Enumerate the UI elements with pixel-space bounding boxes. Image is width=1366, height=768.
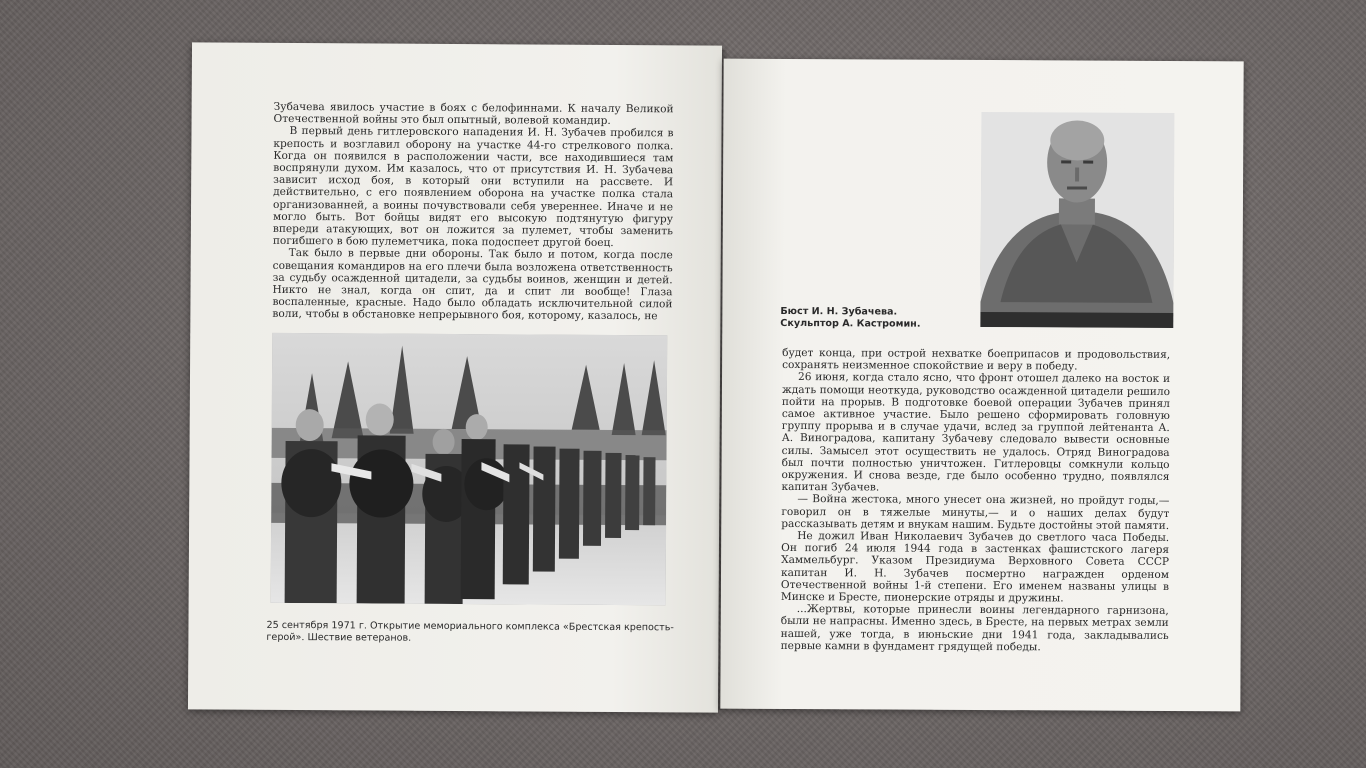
right-paragraph-5: ...Жертвы, которые принесли воины легендарного гарнизона, были не напрасны. Именно здесь, в Бресте, на первых метрах земли нашей, уже тогда, в июньские дни 1941 года, закладывались первые камни в фундамент грядущей победы. xyxy=(780,603,1169,654)
right-paragraph-3: — Война жестока, много унесет она жизней, но пройдут годы,— говорил он в тяжелые минуты,— и о наших делах будут рассказывать детям и внукам нашим. Будьте достойны этой памяти. xyxy=(781,493,1170,532)
bust-caption-line1: Бюст И. Н. Зубачева. xyxy=(780,305,898,318)
right-paragraph-4: Не дожил Иван Николаевич Зубачев до светлого часа Победы. Он погиб 24 июля 1944 года в застенках фашистского лагеря Хаммельбург. Указом Президиума Верховного Совета СССР капитан И. Н. Зубачев посмертно награжден орденом Отечественной войны 1-й степени. Его именем названы улицы в Минске и Бресте, пионерские отряды и дружины. xyxy=(780,530,1170,605)
bust-photo xyxy=(980,112,1174,328)
bust-caption-line2: Скульптор А. Кастромин. xyxy=(780,317,921,330)
right-page xyxy=(720,59,1243,712)
left-paragraph-1: Зубачева явилось участие в боях с белофиннами. К началу Великой Отечественной войны это был опытный, волевой командир. xyxy=(273,100,674,128)
left-page-text xyxy=(272,101,673,323)
left-paragraph-3: Так было в первые дни обороны. Так было и потом, когда после совещания командиров на его плечи была возложена ответственность за судьбу осажденной цитадели, за судьбы воинов, женщин и детей. Никто не знал, когда он спит, да и спит ли вообще! Глаза воспаленные, красные. Надо было обладать исключительной силой воли, чтобы в обстановке непрерывного боя, которому, казалось, не xyxy=(272,247,673,323)
bust-caption xyxy=(780,306,980,331)
left-page xyxy=(188,42,722,712)
right-paragraph-2: 26 июня, когда стало ясно, что фронт отошел далеко на восток и ждать помощи неоткуда, руководство осажденной цитадели решило пойти на прорыв. В подготовке боевой операции Зубачев принял самое активное участие. Было решено сформировать головную группу прорыва и в случае удачи, вслед за группой лейтенанта А. А. Виноградова, капитану Зубачеву следовало вывести основные силы. Замысел этот осуществить не удалось. Отряд Виноградова был почти полностью уничтожен. Гитлеровцы сомкнули кольцо окружения. И снова везде, где было особенно трудно, появлялся капитан Зубачев. xyxy=(781,371,1171,494)
right-paragraph-1: будет конца, при острой нехватке боеприпасов и продовольствия, сохранять неизменное спокойствие и веру в победу. xyxy=(782,346,1171,373)
right-page-text xyxy=(781,347,1171,654)
left-paragraph-2: В первый день гитлеровского нападения И. Н. Зубачев пробился в крепость и возглавил оборону на участке 44-го стрелкового полка. Когда он появился в расположении части, все находившиеся там воспрянули духом. Им казалось, что от присутствия И. Н. Зубачева зависит исход боя, в который они вступили на рассвете. И действительно, с его появлением оборона на участке полка стала организованней, а воины почувствовали себя увереннее. Иначе и не могло быть. Вот бойцы видят его высокую подтянутую фигуру впереди атакующих, вот он ложится за пулемет, чтобы заменить погибшего в бою пулеметчика, пока подоспеет другой боец. xyxy=(272,125,674,250)
photo-caption: 25 сентября 1971 г. Открытие мемориального комплекса «Брестская крепость-герой». Шествие ветеранов. xyxy=(266,619,674,644)
veterans-procession-photo xyxy=(271,333,668,605)
